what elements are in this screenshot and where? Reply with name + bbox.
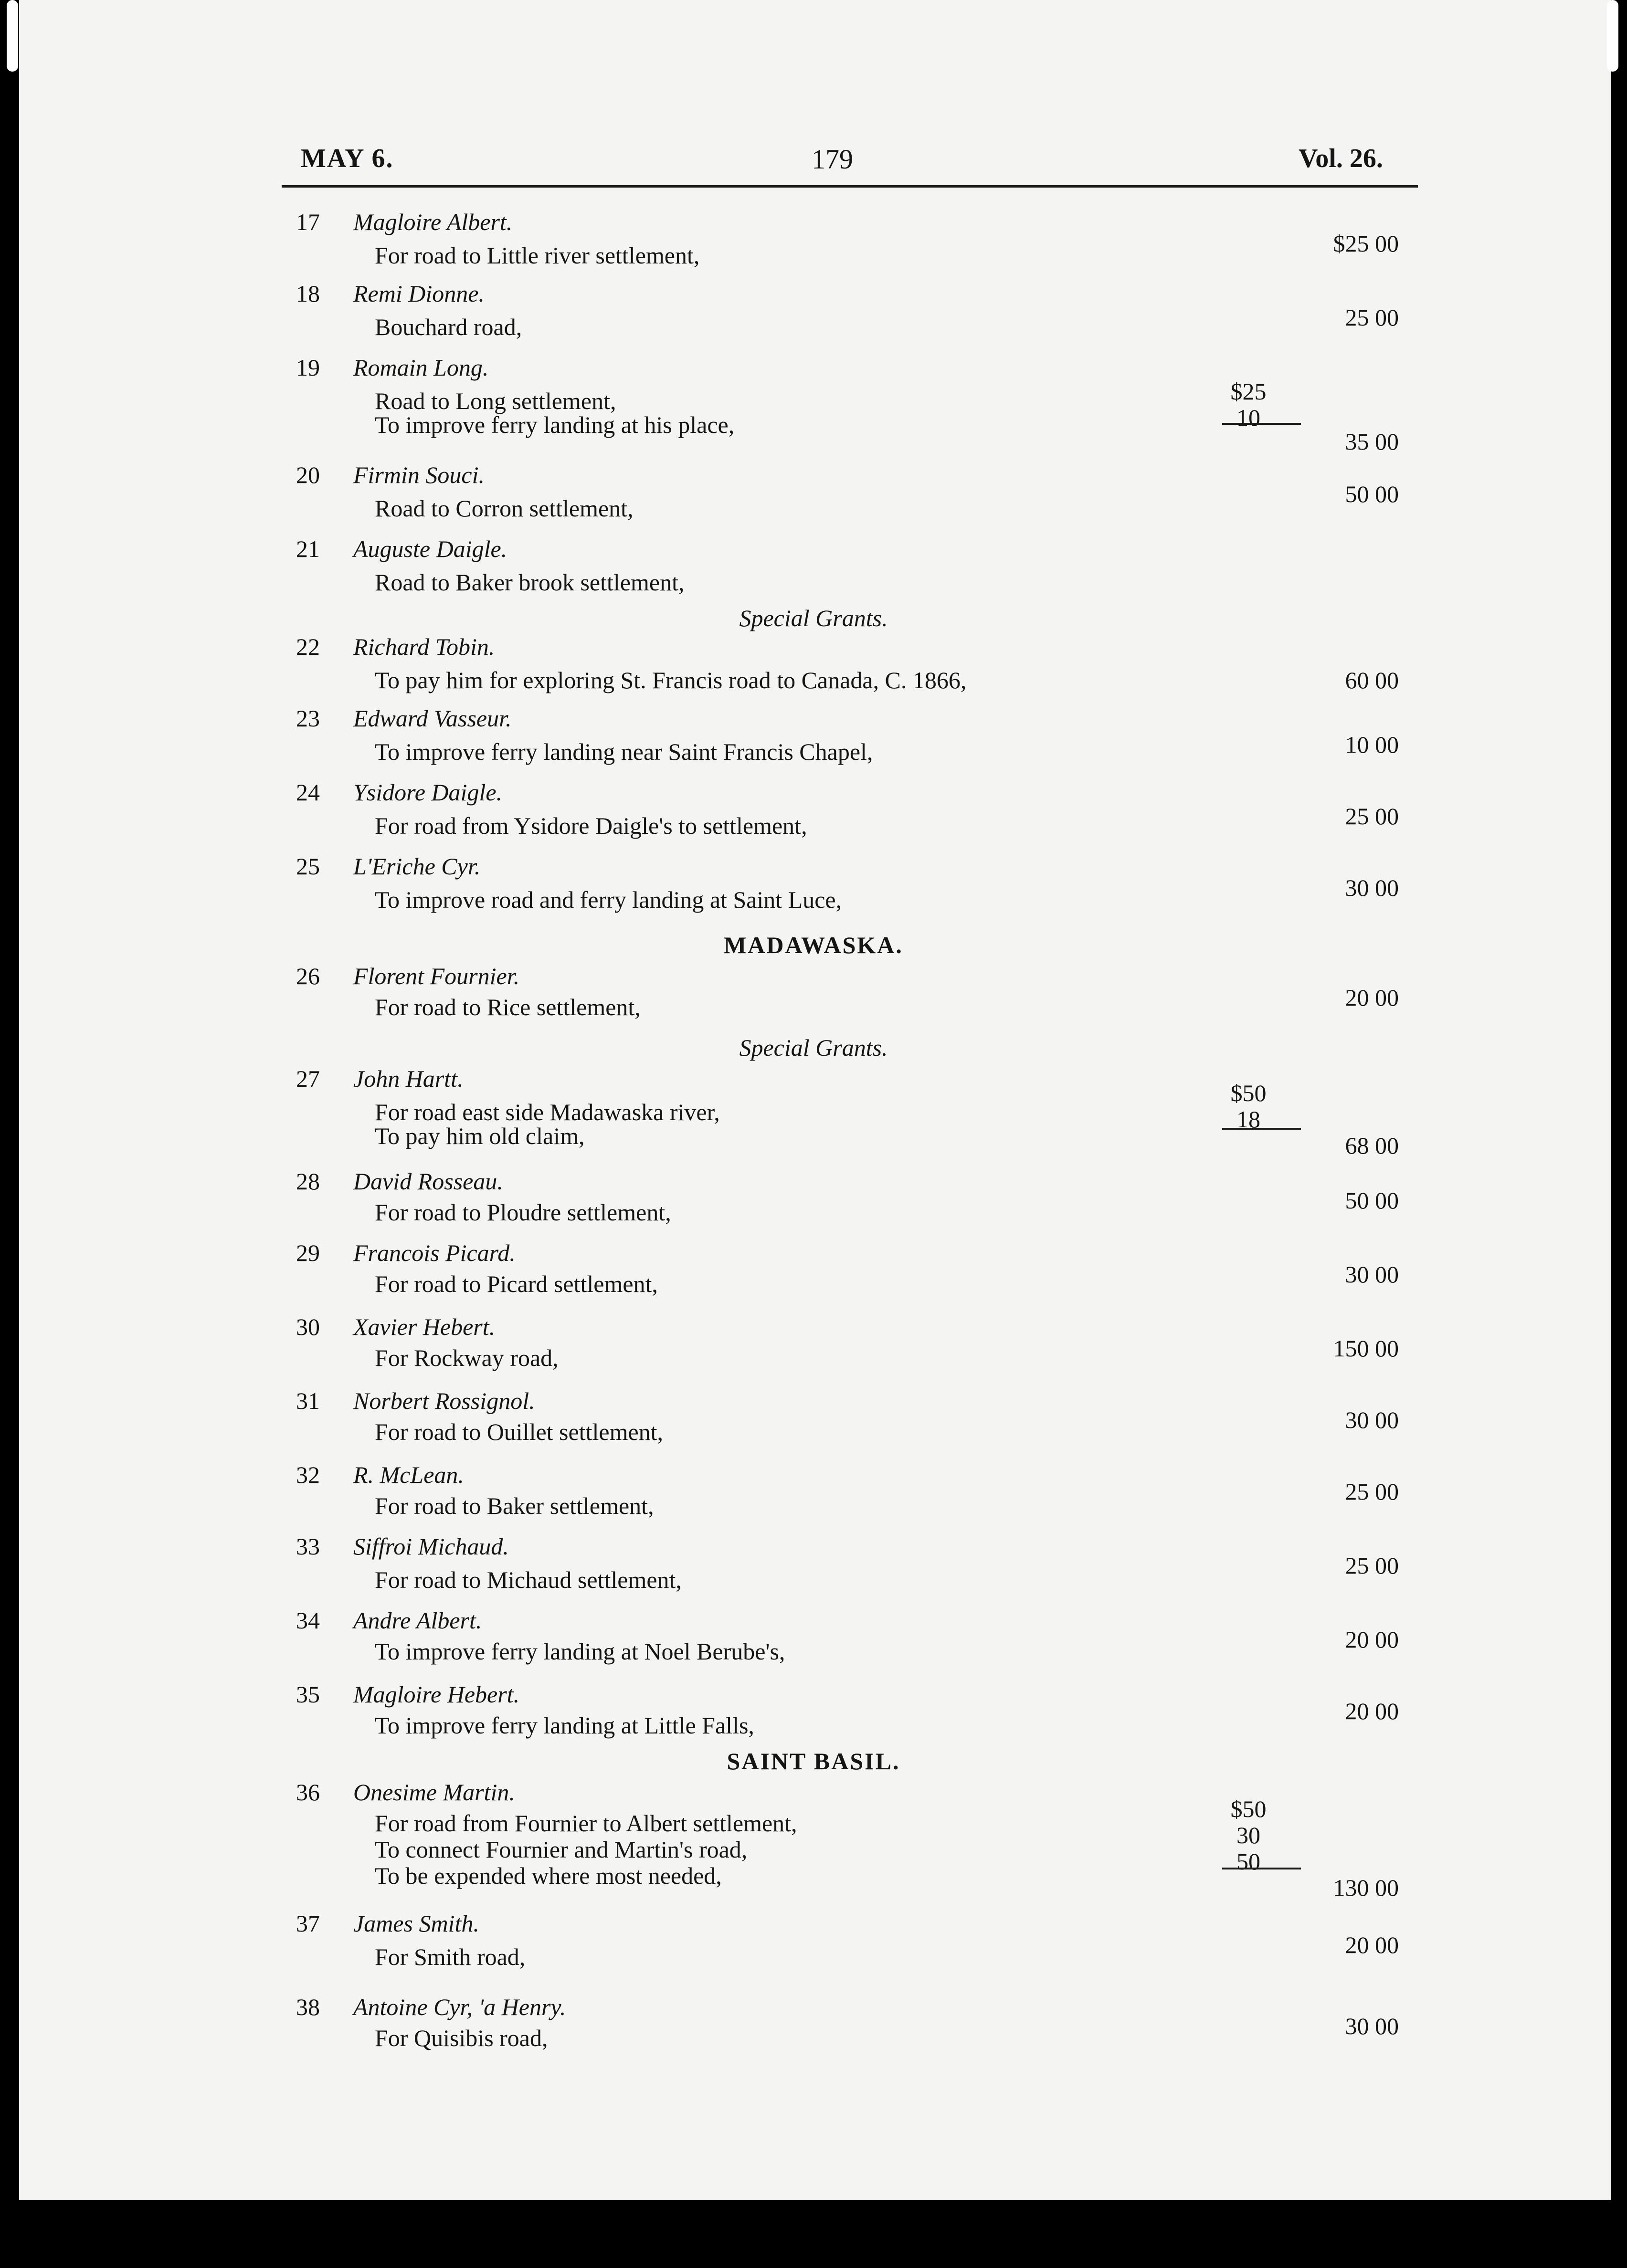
grant-purpose: To be expended where most needed, bbox=[375, 1862, 722, 1889]
payee-name: Romain Long. bbox=[353, 354, 489, 381]
sub-amount: 18 bbox=[1236, 1106, 1260, 1133]
payee-name: Siffroi Michaud. bbox=[353, 1533, 509, 1560]
entry-number: 28 bbox=[296, 1168, 320, 1195]
grant-purpose: For road to Ploudre settlement, bbox=[375, 1199, 671, 1226]
payee-name: Francois Picard. bbox=[353, 1239, 516, 1266]
binder-clip-right bbox=[1607, 0, 1618, 72]
entry-number: 23 bbox=[296, 705, 320, 732]
section-special-grants-2: Special Grants. bbox=[739, 1034, 888, 1061]
entry-number: 17 bbox=[296, 209, 320, 235]
entry-number: 29 bbox=[296, 1239, 320, 1266]
header-date: MAY 6. bbox=[301, 144, 394, 173]
entry-number: 25 bbox=[296, 853, 320, 880]
entry-number: 37 bbox=[296, 1910, 320, 1937]
sub-amount: $50 bbox=[1230, 1080, 1267, 1106]
payee-name: Firmin Souci. bbox=[353, 462, 485, 488]
grant-purpose: For road from Fournier to Albert settlement, bbox=[375, 1810, 797, 1837]
grant-purpose: For road to Little river settlement, bbox=[375, 242, 700, 269]
grant-purpose: Road to Baker brook settlement, bbox=[375, 569, 685, 596]
binder-clip-left bbox=[7, 0, 18, 72]
sub-amount: 30 bbox=[1236, 1822, 1260, 1848]
grant-purpose: For road to Michaud settlement, bbox=[375, 1566, 682, 1593]
grant-total: 25 00 bbox=[1345, 304, 1399, 331]
grant-purpose: Road to Long settlement, bbox=[375, 388, 616, 414]
grant-purpose: To improve ferry landing near Saint Francis Chapel, bbox=[375, 738, 873, 765]
entry-number: 30 bbox=[296, 1313, 320, 1340]
grant-purpose: For Smith road, bbox=[375, 1943, 526, 1970]
payee-name: Norbert Rossignol. bbox=[353, 1387, 535, 1414]
grant-total: 35 00 bbox=[1345, 428, 1399, 455]
entry-number: 22 bbox=[296, 633, 320, 660]
grant-purpose: Bouchard road, bbox=[375, 314, 522, 340]
entry-number: 34 bbox=[296, 1607, 320, 1634]
grant-total: 30 00 bbox=[1345, 1407, 1399, 1433]
payee-name: Florent Fournier. bbox=[353, 963, 520, 989]
payee-name: R. McLean. bbox=[353, 1461, 464, 1488]
grant-total: 150 00 bbox=[1333, 1335, 1399, 1362]
sub-amount: 10 bbox=[1236, 404, 1260, 431]
payee-name: Magloire Albert. bbox=[353, 209, 513, 235]
grant-total: 30 00 bbox=[1345, 1261, 1399, 1288]
entry-number: 21 bbox=[296, 536, 320, 562]
grant-purpose: Road to Corron settlement, bbox=[375, 495, 634, 522]
payee-name: Auguste Daigle. bbox=[353, 536, 507, 562]
payee-name: Andre Albert. bbox=[353, 1607, 482, 1634]
entry-number: 33 bbox=[296, 1533, 320, 1560]
payee-name: Xavier Hebert. bbox=[353, 1313, 496, 1340]
grant-total: 60 00 bbox=[1345, 667, 1399, 693]
grant-purpose: For Rockway road, bbox=[375, 1344, 559, 1371]
grant-purpose: For road to Baker settlement, bbox=[375, 1492, 654, 1519]
subtotal-rule bbox=[1222, 1128, 1301, 1130]
grant-purpose: For road to Picard settlement, bbox=[375, 1270, 658, 1297]
grant-total: 10 00 bbox=[1345, 731, 1399, 758]
subtotal-rule bbox=[1222, 1868, 1301, 1869]
grant-total: 30 00 bbox=[1345, 2013, 1399, 2039]
grant-total: 25 00 bbox=[1345, 1552, 1399, 1579]
grant-total: 25 00 bbox=[1345, 803, 1399, 830]
entry-number: 18 bbox=[296, 280, 320, 307]
entry-number: 27 bbox=[296, 1065, 320, 1092]
grant-total: 20 00 bbox=[1345, 1932, 1399, 1958]
entry-number: 32 bbox=[296, 1461, 320, 1488]
grant-purpose: For road to Rice settlement, bbox=[375, 994, 641, 1020]
payee-name: Ysidore Daigle. bbox=[353, 779, 503, 806]
entry-number: 35 bbox=[296, 1681, 320, 1708]
grant-purpose: To improve ferry landing at his place, bbox=[375, 411, 735, 438]
grant-total: $25 00 bbox=[1333, 230, 1399, 257]
payee-name: Edward Vasseur. bbox=[353, 705, 512, 732]
grant-total: 20 00 bbox=[1345, 1626, 1399, 1653]
entry-number: 36 bbox=[296, 1779, 320, 1806]
header-rule bbox=[282, 185, 1418, 188]
payee-name: Remi Dionne. bbox=[353, 280, 485, 307]
entry-number: 20 bbox=[296, 462, 320, 488]
payee-name: Richard Tobin. bbox=[353, 633, 495, 660]
payee-name: James Smith. bbox=[353, 1910, 479, 1937]
header-page-number: 179 bbox=[812, 144, 853, 175]
grant-purpose: To improve ferry landing at Little Falls, bbox=[375, 1712, 754, 1739]
payee-name: Onesime Martin. bbox=[353, 1779, 515, 1806]
grant-purpose: For road from Ysidore Daigle's to settlement, bbox=[375, 812, 807, 839]
grant-total: 130 00 bbox=[1333, 1874, 1399, 1901]
payee-name: Antoine Cyr, 'a Henry. bbox=[353, 1994, 566, 2020]
header-volume: Vol. 26. bbox=[1299, 144, 1383, 173]
entry-number: 19 bbox=[296, 354, 320, 381]
entry-number: 38 bbox=[296, 1994, 320, 2020]
payee-name: David Rosseau. bbox=[353, 1168, 503, 1195]
grant-purpose: For road east side Madawaska river, bbox=[375, 1099, 720, 1125]
grant-total: 50 00 bbox=[1345, 481, 1399, 507]
grant-purpose: For road to Ouillet settlement, bbox=[375, 1418, 664, 1445]
grant-total: 50 00 bbox=[1345, 1187, 1399, 1214]
section-madawaska: MADAWASKA. bbox=[724, 932, 903, 958]
subtotal-rule bbox=[1222, 423, 1301, 425]
payee-name: John Hartt. bbox=[353, 1065, 464, 1092]
entry-number: 24 bbox=[296, 779, 320, 806]
grant-total: 20 00 bbox=[1345, 984, 1399, 1011]
grant-purpose: For Quisibis road, bbox=[375, 2025, 548, 2051]
sub-amount: $25 bbox=[1230, 378, 1267, 405]
grant-purpose: To pay him for exploring St. Francis road to Canada, C. 1866, bbox=[375, 667, 967, 693]
grant-purpose: To improve road and ferry landing at Saint Luce, bbox=[375, 886, 842, 913]
grant-purpose: To improve ferry landing at Noel Berube's, bbox=[375, 1638, 785, 1665]
sub-amount: $50 bbox=[1230, 1796, 1267, 1822]
grant-total: 25 00 bbox=[1345, 1478, 1399, 1505]
entry-number: 26 bbox=[296, 963, 320, 989]
grant-purpose: To pay him old claim, bbox=[375, 1123, 585, 1149]
grant-total: 68 00 bbox=[1345, 1132, 1399, 1159]
grant-purpose: To connect Fournier and Martin's road, bbox=[375, 1836, 748, 1863]
entry-number: 31 bbox=[296, 1387, 320, 1414]
grant-total: 20 00 bbox=[1345, 1698, 1399, 1724]
sub-amount: 50 bbox=[1236, 1848, 1260, 1875]
section-special-grants-1: Special Grants. bbox=[739, 605, 888, 631]
section-saint-basil: SAINT BASIL. bbox=[727, 1748, 900, 1774]
grant-total: 30 00 bbox=[1345, 874, 1399, 901]
payee-name: Magloire Hebert. bbox=[353, 1681, 520, 1708]
payee-name: L'Eriche Cyr. bbox=[353, 853, 481, 880]
